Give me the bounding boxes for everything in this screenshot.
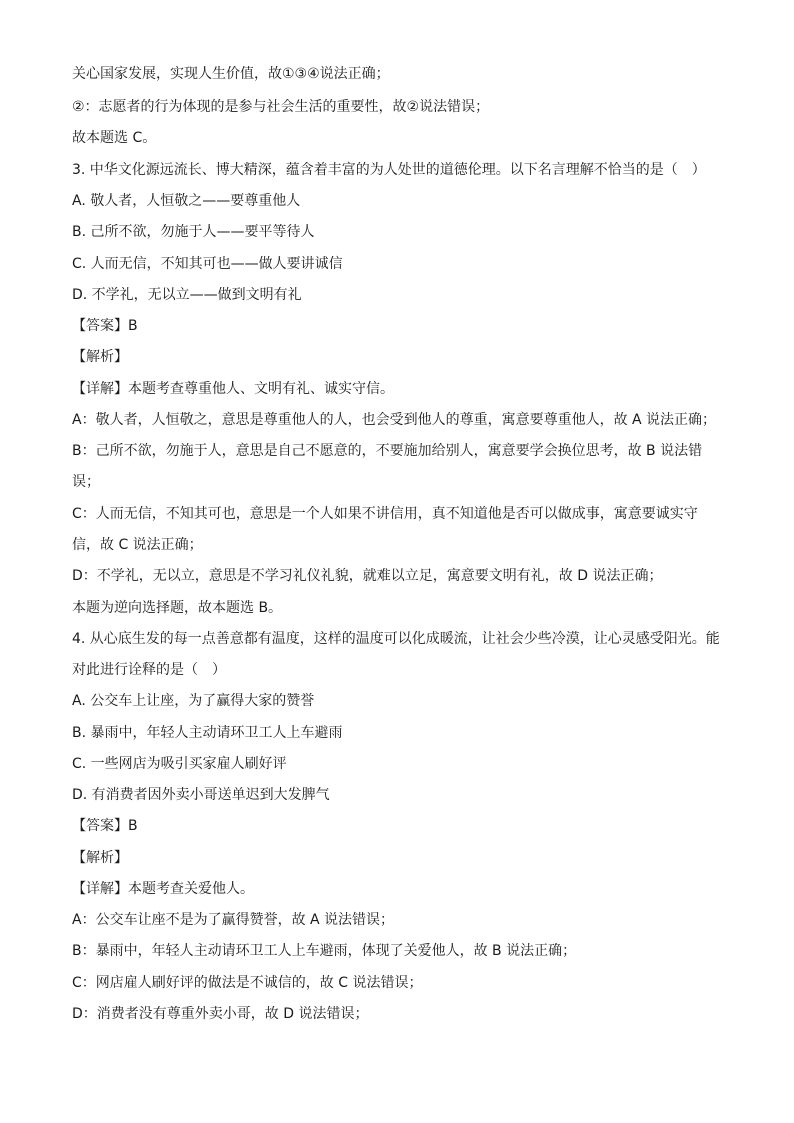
explanation-line: 本题为逆向选择题，故本题选 B。 <box>72 600 283 616</box>
explanation-line: A：公交车让座不是为了赢得赞誉，故 A 说法错误； <box>72 912 395 928</box>
question-3-option-a: A. 敬人者，人恒敬之——要尊重他人 <box>72 193 301 209</box>
explanation-line: 信，故 C 说法正确； <box>72 537 203 553</box>
text-line: ②：志愿者的行为体现的是参与社会生活的重要性，故②说法错误； <box>72 99 490 115</box>
question-3-stem: 3. 中华文化源远流长、博大精深，蕴含着丰富的为人处世的道德伦理。以下名言理解不恰当的是（ ） <box>72 162 706 178</box>
text-line: 故本题选 C。 <box>72 130 157 146</box>
explanation-line: B：己所不欲，勿施于人，意思是自己不愿意的，不要施加给别人，寓意要学会换位思考，故 B 说法错 <box>72 443 703 459</box>
explanation-line: C：网店雇人刷好评的做法是不诚信的，故 C 说法错误； <box>72 975 423 991</box>
question-3-option-c: C. 人而无信，不知其可也——做人要讲诚信 <box>72 256 343 272</box>
analysis-label: 【解析】 <box>72 850 128 866</box>
analysis-label: 【解析】 <box>72 349 128 365</box>
question-4-option-b: B. 暴雨中，年轻人主动请环卫工人上车避雨 <box>72 725 343 741</box>
question-3-option-b: B. 己所不欲，勿施于人——要平等待人 <box>72 224 315 240</box>
text-line: 关心国家发展，实现人生价值，故①③④说法正确； <box>72 66 390 82</box>
question-4-option-d: D. 有消费者因外卖小哥送单迟到大发脾气 <box>72 787 330 803</box>
answer-label: 【答案】B <box>72 318 138 334</box>
detail-label: 【详解】本题考查关爱他人。 <box>72 881 254 897</box>
explanation-line: C：人而无信，不知其可也，意思是一个人如果不讲信用，真不知道他是否可以做成事，寓意要诚实守 <box>72 506 698 522</box>
explanation-line: D：消费者没有尊重外卖小哥，故 D 说法错误； <box>72 1006 369 1022</box>
question-3-option-d: D. 不学礼，无以立——做到文明有礼 <box>72 287 302 303</box>
answer-label: 【答案】B <box>72 818 138 834</box>
explanation-line: D：不学礼，无以立，意思是不学习礼仪礼貌，就难以立足，寓意要文明有礼，故 D 说法正确； <box>72 568 663 584</box>
question-4-stem-continued: 对此进行诠释的是（ ） <box>72 662 226 678</box>
explanation-line: A：敬人者，人恒敬之，意思是尊重他人的人，也会受到他人的尊重，寓意要尊重他人，故 A 说法正确； <box>72 412 717 428</box>
detail-label: 【详解】本题考查尊重他人、文明有礼、诚实守信。 <box>72 381 394 397</box>
question-4-stem: 4. 从心底生发的每一点善意都有温度，这样的温度可以化成暖流，让社会少些冷漠，让心灵感受阳光。能 <box>72 631 720 647</box>
question-4-option-c: C. 一些网店为吸引买家雇人刷好评 <box>72 756 287 772</box>
explanation-line: B：暴雨中，年轻人主动请环卫工人上车避雨，体现了关爱他人，故 B 说法正确； <box>72 943 577 959</box>
explanation-line: 误； <box>72 474 100 490</box>
question-4-option-a: A. 公交车上让座，为了赢得大家的赞誉 <box>72 693 315 709</box>
